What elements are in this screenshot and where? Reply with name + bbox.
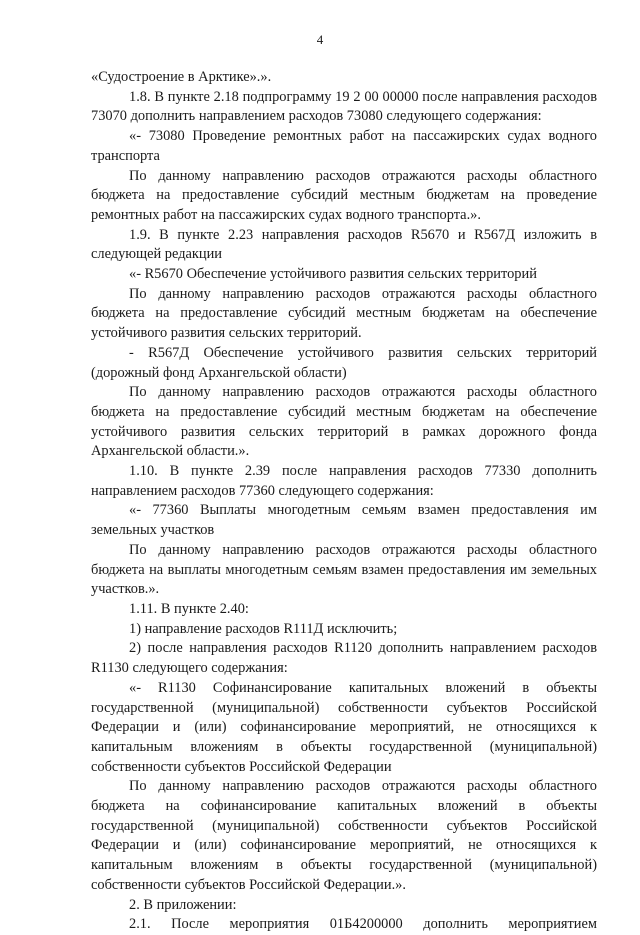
paragraph-2: 1.8. В пункте 2.18 подпрограмму 19 2 00 00000 после направления расходов 73070 дополнить направлением расходов 73080 следующего содержания: [91, 88, 597, 125]
paragraph-6: «- R5670 Обеспечение устойчивого развития сельских территорий [129, 266, 537, 283]
paragraph-4: По данному направлению расходов отражаются расходы областного бюджета на предоставление субсидий местным бюджетам на проведение ремонтных работ на пассажирских судах водного транспорта.». [91, 167, 597, 223]
paragraph-3: «- 73080 Проведение ремонтных работ на пассажирских судах водного транспорта [91, 128, 597, 164]
paragraph-9: По данному направлению расходов отражаются расходы областного бюджета на предоставление субсидий местным бюджетам на обеспечение устойчивого развития сельских территорий в рамках дорожного фонда Архангельской области.». [91, 384, 597, 460]
paragraph-5: 1.9. В пункте 2.23 направления расходов R5670 и R567Д изложить в следующей редакции [91, 226, 597, 263]
paragraph-13: 1.11. В пункте 2.40: [129, 600, 249, 617]
paragraph-1: «Судостроение в Арктике».». [91, 69, 272, 85]
paragraph-11: «- 77360 Выплаты многодетным семьям взамен предоставления им земельных участков [91, 502, 597, 539]
paragraph-12: По данному направлению расходов отражаются расходы областного бюджета на выплаты многодетным семьям взамен предоставления им земельных участков.». [91, 541, 597, 598]
document-body [91, 68, 597, 935]
paragraph-19: 2.1. После мероприятия 01Б4200000 дополнить мероприятием [129, 916, 597, 933]
paragraph-17: По данному направлению расходов отражаются расходы областного бюджета на софинансирование капитальных вложений в объекты государственной (муниципальной) собственности субъектов Российской Федерации и (или) софинансирование мероприятий, не относящихся к капитальным вложениям в объекты государственной (муниципальной) собственности субъектов Российской Федерации.». [91, 778, 597, 893]
page-number: 4 [316, 32, 324, 47]
paragraph-10: 1.10. В пункте 2.39 после направления расходов 77330 дополнить направлением расходов 77360 следующего содержания: [91, 463, 597, 499]
paragraph-7: По данному направлению расходов отражаются расходы областного бюджета на предоставление субсидий местным бюджетам на обеспечение устойчивого развития сельских территорий. [91, 285, 597, 342]
paragraph-16: «- R1130 Софинансирование капитальных вложений в объекты государственной (муниципальной) собственности субъектов Российской Федерации и (или) софинансирование мероприятий, не относящихся к капитальным вложениям в объекты государственной (муниципальной) собственности субъектов Российской Федерации [91, 679, 597, 775]
paragraph-15: 2) после направления расходов R1120 дополнить направлением расходов R1130 следующего содержания: [91, 640, 597, 677]
paragraph-8: - R567Д Обеспечение устойчивого развития сельских территорий (дорожный фонд Архангельской области) [91, 344, 597, 381]
paragraph-14: 1) направление расходов R111Д исключить; [129, 620, 398, 637]
paragraph-18: 2. В приложении: [129, 896, 237, 913]
